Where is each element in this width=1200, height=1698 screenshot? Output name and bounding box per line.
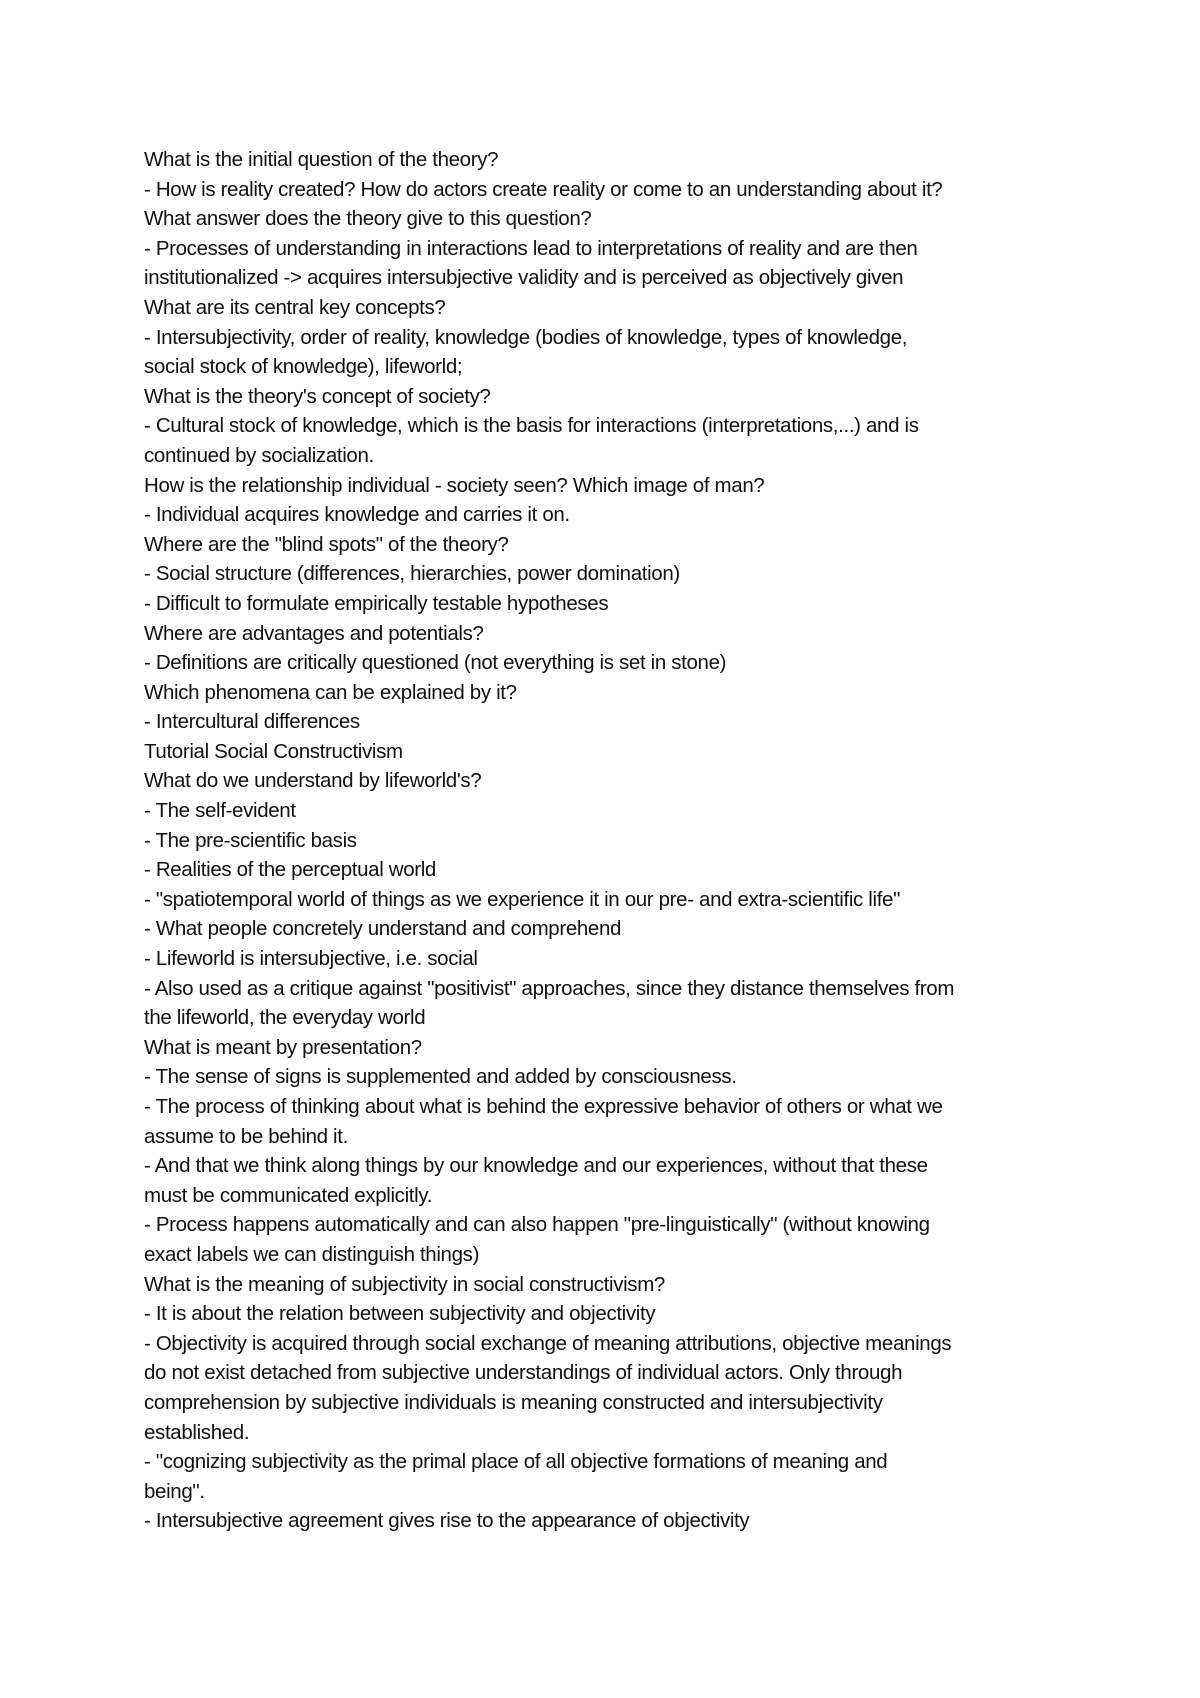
text-line: social stock of knowledge), lifeworld; <box>144 355 463 379</box>
text-line: What do we understand by lifeworld's? <box>144 769 482 793</box>
text-line: - Social structure (differences, hierarchies, power domination) <box>144 562 680 586</box>
text-line: - Intercultural differences <box>144 710 360 734</box>
text-line: - "spatiotemporal world of things as we experience it in our pre- and extra-scientific life" <box>144 887 901 911</box>
text-line: - The self-evident <box>144 799 296 823</box>
text-line: - Lifeworld is intersubjective, i.e. social <box>144 947 478 971</box>
text-line: - What people concretely understand and comprehend <box>144 917 622 941</box>
text-line: established. <box>144 1420 250 1444</box>
text-line: Where are advantages and potentials? <box>144 621 484 645</box>
text-line: Where are the "blind spots" of the theory? <box>144 532 509 556</box>
text-line: exact labels we can distinguish things) <box>144 1242 480 1266</box>
text-line: What is the meaning of subjectivity in social constructivism? <box>144 1272 665 1296</box>
text-line: institutionalized -> acquires intersubjective validity and is perceived as objectively given <box>144 266 904 290</box>
text-line: How is the relationship individual - society seen? Which image of man? <box>144 473 765 497</box>
text-line: What is the initial question of the theory? <box>144 148 499 171</box>
text-line: - The process of thinking about what is behind the expressive behavior of others or what we <box>144 1095 943 1118</box>
text-line: - The sense of signs is supplemented and added by consciousness. <box>144 1065 737 1089</box>
text-line: - Intersubjective agreement gives rise to the appearance of objectivity <box>144 1509 750 1533</box>
text-line: - Also used as a critique against "positivist" approaches, since they distance themselves from <box>144 976 955 1000</box>
text-line: the lifeworld, the everyday world <box>144 1006 426 1030</box>
text-line: - "cognizing subjectivity as the primal place of all objective formations of meaning and <box>144 1450 888 1474</box>
text-line: - Intersubjectivity, order of reality, knowledge (bodies of knowledge, types of knowledge, <box>144 325 908 349</box>
text-line: - Process happens automatically and can also happen "pre-linguistically" (without knowing <box>144 1213 930 1237</box>
text-line: What is meant by presentation? <box>144 1035 422 1059</box>
text-line: Tutorial Social Constructivism <box>144 739 403 763</box>
text-line: - Definitions are critically questioned (not everything is set in stone) <box>144 651 727 675</box>
text-line: assume to be behind it. <box>144 1124 348 1148</box>
text-line: - Objectivity is acquired through social exchange of meaning attributions, objective meanings <box>144 1331 952 1355</box>
document-body <box>144 145 1084 1536</box>
text-line: - How is reality created? How do actors create reality or come to an understanding about it? <box>144 177 943 201</box>
text-line: Which phenomena can be explained by it? <box>144 680 517 704</box>
text-line: - Processes of understanding in interactions lead to interpretations of reality and are then <box>144 236 918 260</box>
text-line: must be communicated explicitly. <box>144 1183 433 1207</box>
text-line: do not exist detached from subjective understandings of individual actors. Only through <box>144 1361 903 1385</box>
text-line: What is the theory's concept of society? <box>144 384 491 408</box>
text-line: comprehension by subjective individuals is meaning constructed and intersubjectivity <box>144 1390 883 1414</box>
text-line: - It is about the relation between subjectivity and objectivity <box>144 1302 656 1326</box>
text-line: - The pre-scientific basis <box>144 828 357 852</box>
text-line: being". <box>144 1479 205 1503</box>
text-line: - Individual acquires knowledge and carries it on. <box>144 503 570 527</box>
text-line: - Realities of the perceptual world <box>144 858 436 882</box>
text-line: What are its central key concepts? <box>144 295 446 319</box>
text-line: - And that we think along things by our knowledge and our experiences, without that these <box>144 1154 928 1178</box>
text-line: continued by socialization. <box>144 443 374 467</box>
text-line: - Cultural stock of knowledge, which is the basis for interactions (interpretations,...) and is <box>144 414 919 438</box>
text-line: What answer does the theory give to this question? <box>144 207 592 231</box>
text-line: - Difficult to formulate empirically testable hypotheses <box>144 591 609 615</box>
